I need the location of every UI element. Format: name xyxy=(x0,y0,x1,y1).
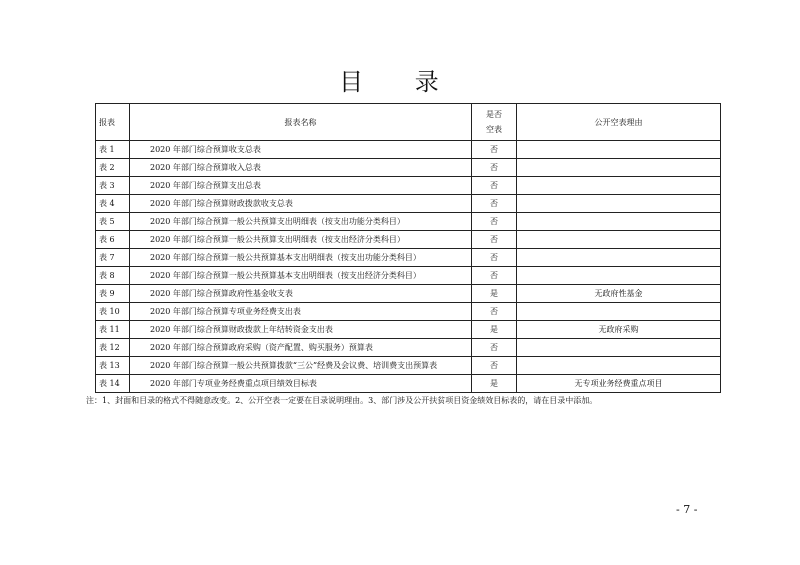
row-reason xyxy=(517,159,721,177)
table-row xyxy=(96,141,721,159)
page-number: - 7 - xyxy=(676,503,698,516)
table-header-row xyxy=(96,104,721,141)
table-row xyxy=(96,357,721,375)
row-reason xyxy=(517,141,721,159)
row-table-name: 2020 年部门综合预算一般公共预算支出明细表（按支出经济分类科目） xyxy=(130,231,472,249)
row-is-empty: 否 xyxy=(472,141,517,159)
row-is-empty: 否 xyxy=(472,159,517,177)
row-is-empty: 否 xyxy=(472,231,517,249)
row-table-no: 表 14 xyxy=(96,375,130,393)
row-table-no: 表 4 xyxy=(96,195,130,213)
row-table-name: 2020 年部门综合预算财政拨款收支总表 xyxy=(130,195,472,213)
row-is-empty: 否 xyxy=(472,213,517,231)
table-row xyxy=(96,303,721,321)
header-is-empty xyxy=(472,104,517,141)
table-row xyxy=(96,159,721,177)
row-table-no: 表 2 xyxy=(96,159,130,177)
page-title: 目 录 xyxy=(339,68,461,96)
row-table-name: 2020 年部门综合预算政府性基金收支表 xyxy=(130,285,472,303)
header-reason: 公开空表理由 xyxy=(517,104,721,141)
row-reason: 无政府性基金 xyxy=(517,285,721,303)
row-reason xyxy=(517,195,721,213)
table-row xyxy=(96,195,721,213)
row-table-no: 表 9 xyxy=(96,285,130,303)
row-table-name: 2020 年部门综合预算政府采购（资产配置、购买服务）预算表 xyxy=(130,339,472,357)
row-reason xyxy=(517,303,721,321)
row-is-empty: 是 xyxy=(472,285,517,303)
table-row xyxy=(96,231,721,249)
row-reason xyxy=(517,249,721,267)
row-table-no: 表 8 xyxy=(96,267,130,285)
row-table-name: 2020 年部门综合预算一般公共预算支出明细表（按支出功能分类科目） xyxy=(130,213,472,231)
row-table-name: 2020 年部门综合预算收入总表 xyxy=(130,159,472,177)
row-table-name: 2020 年部门综合预算专项业务经费支出表 xyxy=(130,303,472,321)
row-table-no: 表 6 xyxy=(96,231,130,249)
row-table-no: 表 3 xyxy=(96,177,130,195)
table-row xyxy=(96,285,721,303)
row-reason xyxy=(517,177,721,195)
table-row xyxy=(96,339,721,357)
header-table-no: 报表 xyxy=(96,104,130,141)
row-table-no: 表 1 xyxy=(96,141,130,159)
row-is-empty: 是 xyxy=(472,375,517,393)
table-row xyxy=(96,177,721,195)
row-is-empty: 否 xyxy=(472,303,517,321)
row-table-name: 2020 年部门综合预算一般公共预算基本支出明细表（按支出功能分类科目） xyxy=(130,249,472,267)
row-is-empty: 否 xyxy=(472,267,517,285)
row-table-no: 表 12 xyxy=(96,339,130,357)
row-table-name: 2020 年部门专项业务经费重点项目绩效目标表 xyxy=(130,375,472,393)
row-reason: 无政府采购 xyxy=(517,321,721,339)
row-reason xyxy=(517,231,721,249)
row-table-name: 2020 年部门综合预算一般公共预算拨款“三公”经费及会议费、培训费支出预算表 xyxy=(130,357,472,375)
row-reason xyxy=(517,213,721,231)
row-reason xyxy=(517,357,721,375)
row-table-no: 表 13 xyxy=(96,357,130,375)
row-reason: 无专项业务经费重点项目 xyxy=(517,375,721,393)
row-table-no: 表 11 xyxy=(96,321,130,339)
header-is-empty-line1: 是否 xyxy=(486,110,502,119)
row-is-empty: 否 xyxy=(472,339,517,357)
row-reason xyxy=(517,339,721,357)
table-row xyxy=(96,213,721,231)
row-table-name: 2020 年部门综合预算财政拨款上年结转资金支出表 xyxy=(130,321,472,339)
table-row xyxy=(96,321,721,339)
row-table-no: 表 5 xyxy=(96,213,130,231)
footnote: 注：1、封面和目录的格式不得随意改变。2、公开空表一定要在目录说明理由。3、部门涉及公开扶贫项目资金绩效目标表的，请在目录中添加。 xyxy=(86,396,598,405)
row-is-empty: 否 xyxy=(472,177,517,195)
row-table-no: 表 7 xyxy=(96,249,130,267)
header-table-name: 报表名称 xyxy=(130,104,472,141)
row-is-empty: 是 xyxy=(472,321,517,339)
row-is-empty: 否 xyxy=(472,249,517,267)
row-is-empty: 否 xyxy=(472,357,517,375)
table-row xyxy=(96,249,721,267)
table-row xyxy=(96,375,721,393)
catalog-table xyxy=(95,103,721,393)
table-row xyxy=(96,267,721,285)
header-is-empty-line2: 空表 xyxy=(486,125,502,134)
row-reason xyxy=(517,267,721,285)
row-table-name: 2020 年部门综合预算一般公共预算基本支出明细表（按支出经济分类科目） xyxy=(130,267,472,285)
row-is-empty: 否 xyxy=(472,195,517,213)
row-table-name: 2020 年部门综合预算支出总表 xyxy=(130,177,472,195)
row-table-name: 2020 年部门综合预算收支总表 xyxy=(130,141,472,159)
row-table-no: 表 10 xyxy=(96,303,130,321)
